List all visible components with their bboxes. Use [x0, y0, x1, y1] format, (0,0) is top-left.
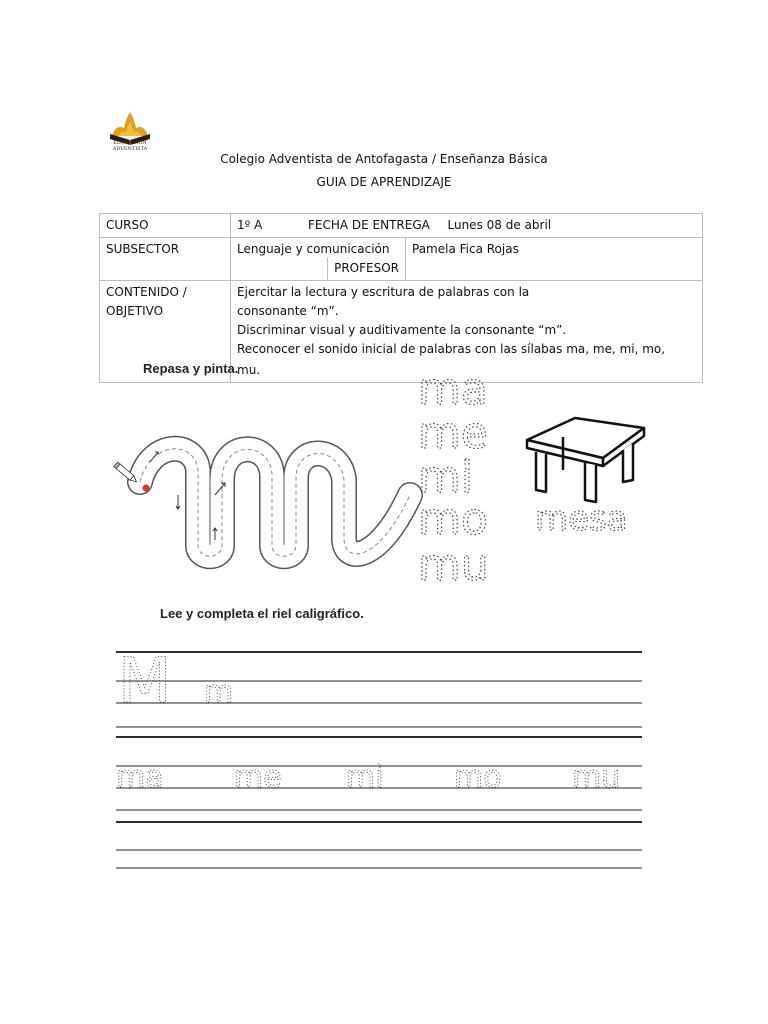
table-furniture-icon[interactable] — [527, 418, 644, 502]
syllable-item[interactable]: ma — [418, 364, 488, 415]
rail-syllable[interactable]: mu — [572, 760, 621, 795]
lowercase-m-tracing[interactable]: m — [204, 675, 234, 710]
picture-word-mesa[interactable]: mesa — [535, 499, 628, 539]
syllable-item[interactable]: mu — [418, 540, 489, 591]
objetivo-label: OBJETIVO — [106, 304, 164, 318]
contenido-label: CONTENIDO / — [106, 285, 187, 299]
profesor-label: PROFESOR — [327, 257, 405, 280]
rail-syllable[interactable]: me — [234, 760, 282, 795]
rail-syllable[interactable]: mi — [346, 760, 384, 795]
objective-1b: consonante “m”. — [237, 304, 339, 318]
objective-2: Discriminar visual y auditivamente la consonante “m”. — [237, 323, 567, 337]
objective-3b: mu. — [237, 363, 261, 377]
logo-text-1: EDUCACIÓN — [113, 140, 147, 146]
big-letter-m-tracing[interactable] — [114, 449, 410, 556]
syllable-item[interactable]: me — [418, 408, 488, 459]
uppercase-m-tracing[interactable]: M — [118, 644, 172, 717]
syllable-item[interactable]: mi — [418, 452, 474, 503]
rail-syllable[interactable]: ma — [116, 760, 164, 795]
curso-value: 1º A — [237, 218, 263, 232]
fecha-label: FECHA DE ENTREGA — [307, 218, 430, 232]
syllable-item[interactable]: mo — [418, 494, 488, 545]
school-name: Colegio Adventista de Antofagasta / Enseñanza Básica — [220, 152, 548, 166]
section-title-repasa: Repasa y pinta. — [143, 361, 239, 376]
subsector-value: Lenguaje y comunicación — [237, 242, 390, 256]
section-title-lee: Lee y completa el riel caligráfico. — [160, 606, 364, 621]
subsector-label: SUBSECTOR — [100, 238, 231, 281]
fecha-value: Lunes 08 de abril — [447, 218, 552, 232]
syllable-column — [418, 364, 489, 591]
profesor-value: Pamela Fica Rojas — [406, 238, 703, 281]
curso-label: CURSO — [100, 214, 231, 238]
logo-text-2: ADVENTISTA — [112, 146, 148, 152]
page-title: GUIA DE APRENDIZAJE — [316, 175, 452, 189]
start-dot-icon — [143, 485, 150, 492]
objective-1: Ejercitar la lectura y escritura de palabras con la — [237, 285, 530, 299]
rail-syllable[interactable]: mo — [454, 760, 502, 795]
objective-3: Reconocer el sonido inicial de palabras con las sílabas ma, me, mi, mo, — [237, 342, 666, 356]
